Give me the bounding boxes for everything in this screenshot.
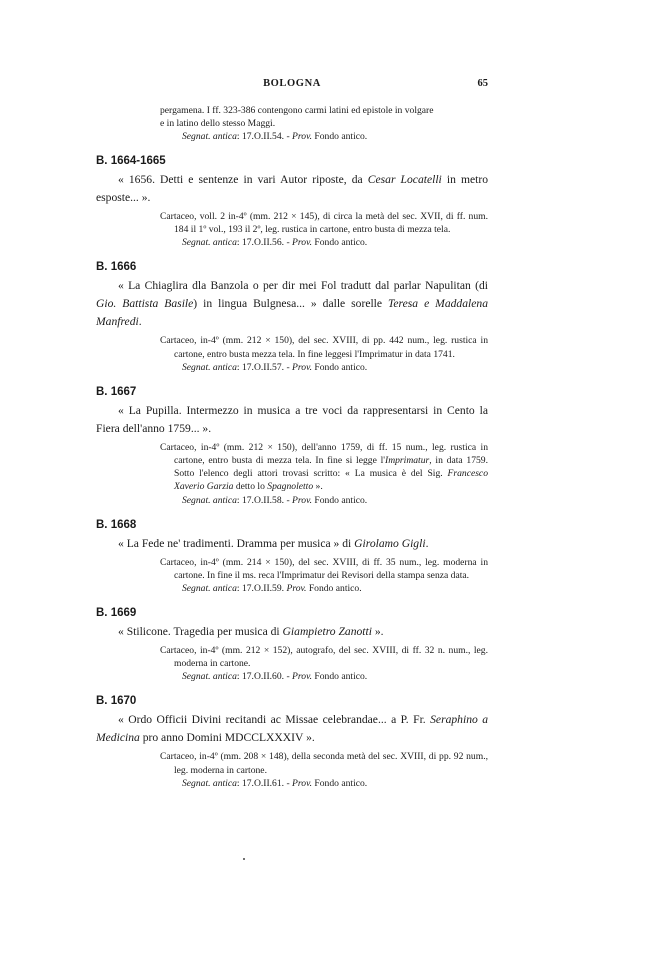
desc-italic: Spagnoletto [267, 481, 314, 493]
title-part: « La Fede ne' tradimenti. Dramma per musica » di [118, 536, 355, 550]
entry-b1666 [96, 261, 488, 373]
title-part: « Stilicone. Tragedia per musica di [118, 625, 283, 639]
entry-title [96, 711, 488, 747]
title-author: Gio. Battista Basile [96, 297, 194, 311]
catalog-page [96, 78, 488, 790]
desc-part: ». [313, 481, 323, 493]
running-title: BOLOGNA [263, 78, 321, 89]
entry-id: B. 1667 [96, 385, 137, 398]
title-part: « Ordo Officii Divini recitandi ac Missae celebrandae... a P. Fr. [118, 713, 431, 727]
desc-part: Cartaceo, in-4º (mm. 212 × 150), dell'anno 1759, di ff. 15 num., leg. rustica in cartone, entro busta di mezza tela. In fine si legge l' [160, 441, 488, 467]
prov-label: Prov. [292, 671, 313, 683]
entry-b1664-1665 [96, 155, 488, 249]
prov-value: Fondo antico. [312, 237, 368, 249]
prov-label: Prov. [292, 361, 313, 373]
desc-italic: Imprimatur [385, 455, 430, 467]
title-part: ». [371, 625, 384, 639]
desc-part: , in data 1759. Sotto l'elenco degli attori trovasi scritto: « La musica è del Sig. [174, 455, 488, 480]
running-header [96, 78, 488, 94]
prov-label: Prov. [292, 777, 313, 789]
entry-segnat [96, 582, 488, 595]
title-part: in metro esposte... ». [96, 173, 489, 204]
prov-value: Fondo antico. [312, 671, 368, 683]
entry-description: Cartaceo, in-4º (mm. 214 × 150), del sec. XVIII, di ff. 35 num., leg. moderna in cartone. In fine il ms. reca l'Imprimatur dei Revisori della stampa senza data. [160, 556, 488, 581]
title-author: Giampietro Zanotti [282, 625, 372, 639]
segnat-label: Segnat. antica [182, 237, 237, 249]
prov-label: Prov. [292, 131, 313, 142]
segnat-label: Segnat. antica [182, 583, 237, 595]
entry-title [96, 277, 488, 331]
entry-description [110, 441, 488, 494]
title-part: « La Chiaglira dla Banzola o per dir mei Fol tradutt dal parlar Napulitan (di [118, 279, 488, 293]
segnat-value: : 17.O.II.60. - [236, 671, 293, 683]
segnat-label: Segnat. antica [182, 361, 237, 373]
title-part: ) in lingua Bulgnesa... » dalle sorelle [193, 297, 389, 311]
segnat-label: Segnat. antica [182, 131, 237, 142]
entry-title [96, 171, 488, 207]
title-author: Cesar Locatelli [367, 173, 442, 186]
segnat-label: Segnat. antica [182, 671, 237, 683]
title-part: . [425, 536, 429, 550]
title-part: « 1656. Detti e sentenze in vari Autor riposte, da [118, 173, 368, 186]
prov-value: Fondo antico. [306, 583, 362, 595]
segnat-label: Segnat. antica [182, 494, 237, 506]
prov-value: Fondo antico. [312, 131, 368, 142]
page-number: 65 [477, 78, 488, 89]
segnat-value: : 17.O.II.56. - [236, 237, 293, 249]
ink-speck [243, 858, 245, 860]
entry-id: B. 1669 [96, 607, 137, 620]
prov-value: Fondo antico. [312, 361, 368, 373]
entry-description: Cartaceo, in-4º (mm. 208 × 148), della seconda metà del sec. XVIII, di pp. 92 num., leg. moderna in cartone. [160, 751, 488, 776]
segnat-value: : 17.O.II.58. - [236, 494, 293, 506]
entry-id: B. 1666 [96, 261, 137, 274]
title-author: Girolamo Gigli [354, 536, 426, 550]
title-part: . [138, 315, 142, 329]
title-part: pro anno Domini MDCCLXXXIV ». [139, 731, 315, 745]
prov-value: Fondo antico. [312, 494, 368, 506]
entry-b1669 [96, 607, 488, 683]
continuation-block [160, 104, 488, 143]
entry-title: « La Pupilla. Intermezzo in musica a tre voci da rappresentarsi in Cento la Fiera dell'anno 1759... ». [96, 403, 488, 435]
entry-title [96, 623, 488, 641]
prov-value: Fondo antico. [312, 777, 368, 789]
entry-segnat [96, 777, 488, 790]
title-author: Teresa e Maddalena Manfredi [96, 297, 488, 329]
continuation-desc-line1: pergamena. I ff. 323-386 contengono carmi latini ed epistole in volgare [160, 105, 434, 116]
segnat-value: : 17.O.II.61. - [236, 777, 293, 789]
entry-description: Cartaceo, in-4º (mm. 212 × 150), del sec. XVIII, di pp. 442 num., leg. rustica in cartone, entro busta mezza tela. In fine leggesi l'Imprimatur in data 1741. [160, 335, 488, 360]
segnat-value: : 17.O.II.54. - [236, 131, 293, 142]
segnat-label: Segnat. antica [182, 777, 237, 789]
entry-id: B. 1670 [96, 695, 137, 708]
entry-segnat [96, 236, 488, 249]
segnat-value: : 17.O.II.57. - [236, 361, 293, 373]
entry-title [96, 535, 488, 553]
entry-segnat [96, 361, 488, 374]
prov-label: Prov. [286, 583, 307, 595]
entry-description: Cartaceo, in-4º (mm. 212 × 152), autografo, del sec. XVIII, di ff. 32 n. num., leg. moderna in cartone. [160, 645, 488, 670]
prov-label: Prov. [292, 494, 313, 506]
entry-b1667 [96, 386, 488, 507]
entry-description: Cartaceo, voll. 2 in-4º (mm. 212 × 145), di circa la metà del sec. XVII, di ff. num. 184 il 1º vol., 193 il 2º, leg. rustica in cartone, entro busta di mezza tela. [160, 211, 488, 236]
segnat-value: : 17.O.II.59. [236, 583, 287, 595]
desc-italic: Francesco Xaverio Garzia [174, 468, 488, 493]
continuation-segnat [160, 130, 488, 143]
title-author: Seraphino a Medicina [96, 713, 489, 745]
entry-b1670 [96, 695, 488, 789]
entry-segnat [96, 494, 488, 507]
entry-id: B. 1668 [96, 518, 137, 531]
entry-id: B. 1664-1665 [96, 155, 166, 167]
prov-label: Prov. [292, 237, 313, 249]
continuation-desc-line2: e in latino dello stesso Maggi. [160, 118, 276, 129]
desc-part: detto lo [233, 481, 268, 493]
entry-b1668 [96, 519, 488, 595]
entry-segnat [96, 670, 488, 683]
